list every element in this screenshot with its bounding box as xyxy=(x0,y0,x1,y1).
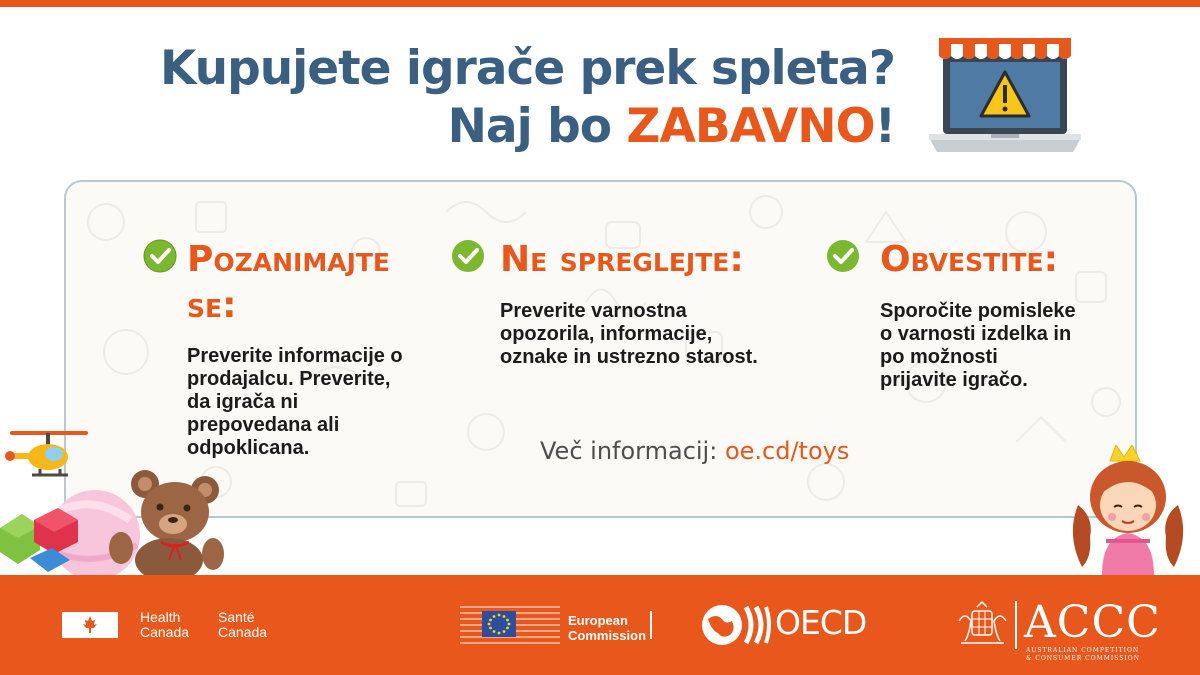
column3-body-line: po možnosti xyxy=(880,346,998,368)
column1-body-line: prepovedana ali xyxy=(187,414,340,436)
accc-divider xyxy=(1015,601,1017,649)
health-canada-fr xyxy=(218,610,267,640)
column3-body xyxy=(880,300,1076,392)
column2-body-line: oznake in ustrezno starost. xyxy=(500,346,758,368)
check-icon xyxy=(451,239,485,273)
health-canada-en xyxy=(140,610,189,640)
more-info xyxy=(540,437,849,465)
laptop-warning-icon xyxy=(925,30,1085,160)
accc-subtitle xyxy=(1026,647,1140,663)
column1-title-line2: se: xyxy=(187,285,237,326)
column1-body-line: da igrača ni xyxy=(187,391,299,413)
european-commission-logo-icon xyxy=(460,603,560,645)
column2-body-line: opozorila, informacije, xyxy=(500,323,713,345)
column1-body-line: Preverite informacije o xyxy=(187,345,403,367)
headline-line1: Kupujete igrače prek spleta? xyxy=(160,41,895,96)
european-commission-text xyxy=(568,613,646,643)
health-canada-fr-line2: Canada xyxy=(218,624,268,640)
health-canada-en-line1: Health xyxy=(140,609,181,625)
more-info-link[interactable]: oe.cd/toys xyxy=(724,437,850,465)
headline xyxy=(160,40,895,156)
ec-line2: Commission xyxy=(568,628,647,643)
ec-divider xyxy=(650,611,652,639)
column3-body-line: prijavite igračo. xyxy=(880,369,1028,391)
teddy-bear-icon xyxy=(105,462,225,575)
helicopter-toy-icon xyxy=(2,425,92,485)
health-canada-en-line2: Canada xyxy=(140,624,190,640)
ec-line1: European xyxy=(568,613,628,628)
health-canada-fr-line1: Santé xyxy=(218,609,255,625)
column3-body-line: Sporočite pomisleke xyxy=(880,300,1076,322)
australian-coat-of-arms-icon xyxy=(955,601,1010,649)
headline-line2 xyxy=(160,98,895,156)
top-accent-bar xyxy=(0,0,1200,7)
column1-body-line: prodajalcu. Preverite, xyxy=(187,368,391,390)
canada-flag-icon xyxy=(62,612,118,638)
accc-sub-line2: & CONSUMER COMMISSION xyxy=(1026,655,1140,662)
oecd-globe-icon xyxy=(700,603,772,647)
accc-name: ACCC xyxy=(1024,597,1161,648)
doll-icon xyxy=(1058,445,1200,575)
column1-body xyxy=(187,345,403,460)
column2-body-line: Preverite varnostna xyxy=(500,300,687,322)
column2-body xyxy=(500,300,758,369)
headline-line2-prefix: Naj bo xyxy=(447,99,627,154)
oecd-text: OECD xyxy=(775,603,867,642)
headline-line2-suffix: ! xyxy=(874,99,895,154)
column1-title-line1: Pozanimajte xyxy=(187,239,390,280)
accc-sub-line1: AUSTRALIAN COMPETITION xyxy=(1026,647,1140,654)
more-info-label: Več informacij: xyxy=(540,437,725,465)
column2-title: Ne spreglejte: xyxy=(500,239,744,280)
check-icon xyxy=(143,239,177,273)
headline-accent: ZABAVNO xyxy=(626,99,875,154)
column3-body-line: o varnosti izdelka in xyxy=(880,323,1072,345)
footer xyxy=(0,575,1200,675)
column3-title: Obvestite: xyxy=(880,239,1058,280)
column1-body-line: odpoklicana. xyxy=(187,437,310,459)
check-icon xyxy=(826,239,860,273)
